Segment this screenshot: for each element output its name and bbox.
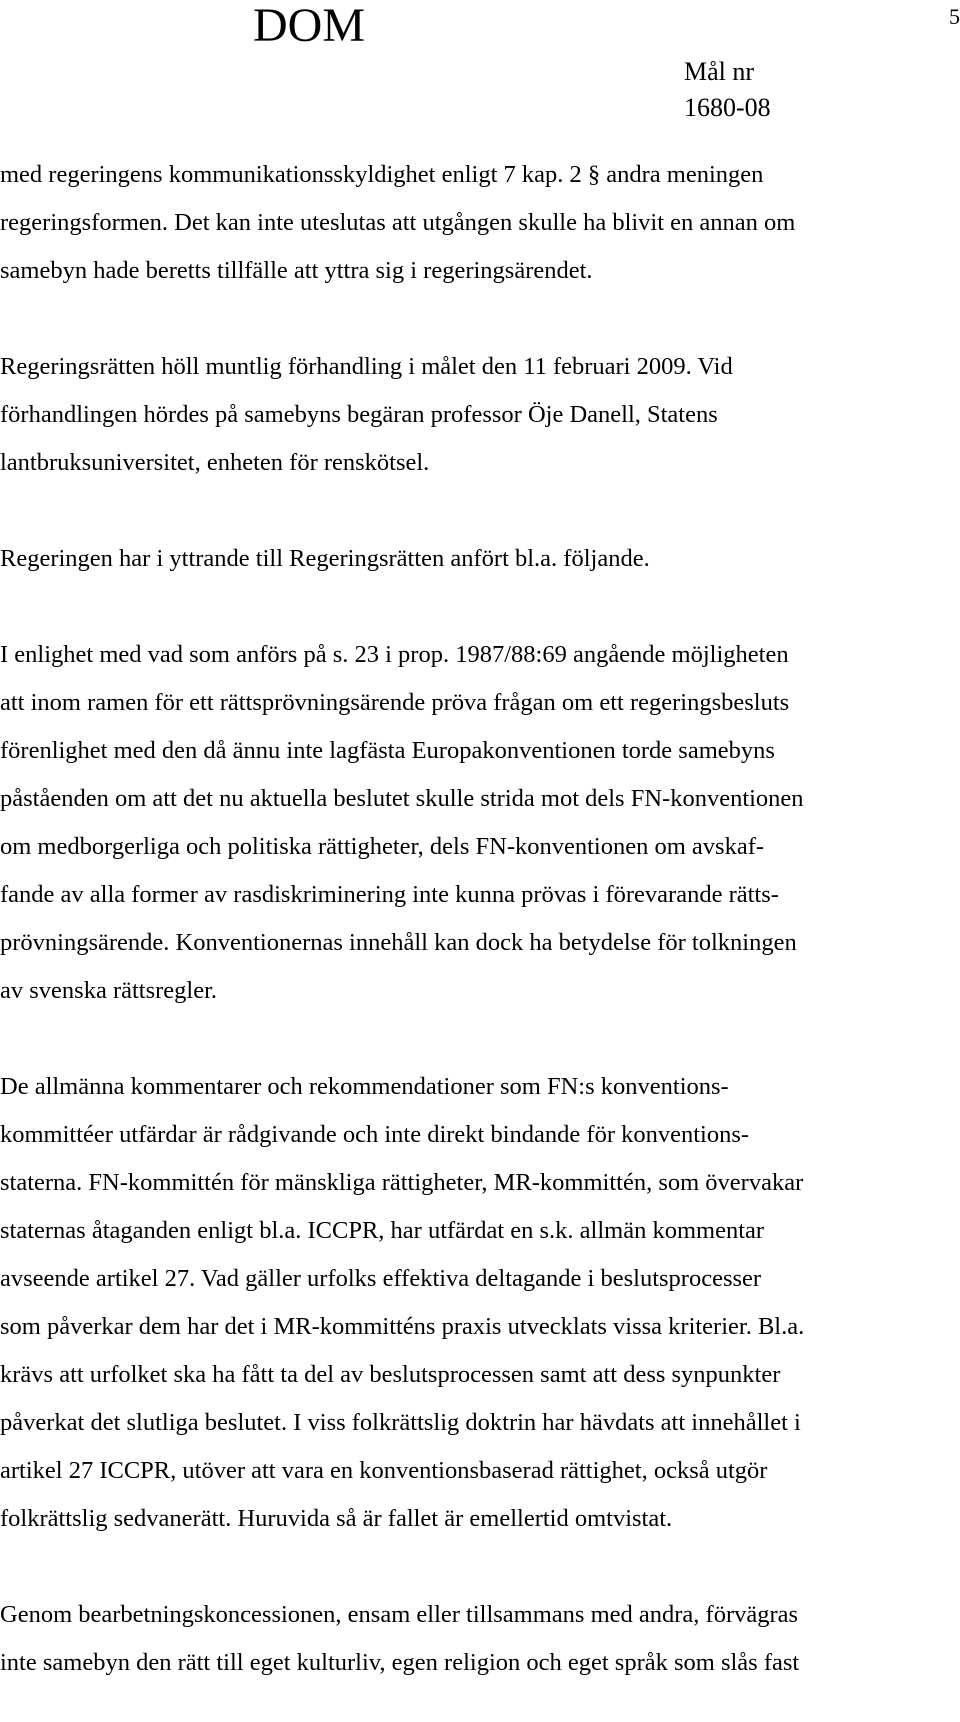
text-line: artikel 27 ICCPR, utöver att vara en konventionsbaserad rättighet, också utgör [0,1457,768,1484]
text-line: med regeringens kommunikationsskyldighet enligt 7 kap. 2 § andra meningen [0,161,764,188]
text-line: fande av alla former av rasdiskriminering inte kunna prövas i förevarande rätts- [0,881,779,908]
paragraph-3 [0,535,940,583]
text-line: som påverkar dem har det i MR-kommitténs praxis utvecklats vissa kriterier. Bl.a. [0,1313,805,1340]
case-number-block [684,54,771,126]
text-line: lantbruksuniversitet, enheten för renskötsel. [0,449,430,476]
paragraph-1 [0,151,940,295]
case-number: 1680-08 [684,93,771,122]
case-label: Mål nr [684,57,755,86]
text-line: staterna. FN-kommittén för mänskliga rättigheter, MR-kommittén, som övervakar [0,1169,804,1196]
text-line: inte samebyn den rätt till eget kulturliv, egen religion och eget språk som slås fast [0,1649,800,1676]
text-line: krävs att urfolket ska ha fått ta del av beslutsprocessen samt att dess synpunkter [0,1361,781,1388]
text-line: påverkat det slutliga beslutet. I viss folkrättslig doktrin har hävdats att innehållet i [0,1409,801,1436]
document-title: DOM [253,0,366,52]
body-text [0,151,940,1687]
text-line: påståenden om att det nu aktuella beslutet skulle strida mot dels FN-konventionen [0,785,804,812]
text-line: regeringsformen. Det kan inte uteslutas att utgången skulle ha blivit en annan om [0,209,796,236]
text-line: kommittéer utfärdar är rådgivande och inte direkt bindande för konventions- [0,1121,750,1148]
text-line: prövningsärende. Konventionernas innehåll kan dock ha betydelse för tolkningen [0,929,797,956]
text-line: Regeringen har i yttrande till Regeringsrätten anfört bl.a. följande. [0,545,650,572]
text-line: Genom bearbetningskoncessionen, ensam eller tillsammans med andra, förvägras [0,1601,799,1628]
paragraph-5 [0,1063,940,1543]
paragraph-4 [0,631,940,1015]
paragraph-6 [0,1591,940,1687]
page-number: 5 [949,4,960,29]
text-line: att inom ramen för ett rättsprövningsärende pröva frågan om ett regeringsbesluts [0,689,790,716]
text-line: samebyn hade beretts tillfälle att yttra sig i regeringsärendet. [0,257,593,284]
text-line: förenlighet med den då ännu inte lagfästa Europakonventionen torde samebyns [0,737,775,764]
text-line: om medborgerliga och politiska rättigheter, dels FN-konventionen om avskaf- [0,833,765,860]
text-line: De allmänna kommentarer och rekommendationer som FN:s konventions- [0,1073,729,1100]
text-line: staternas åtaganden enligt bl.a. ICCPR, har utfärdat en s.k. allmän kommentar [0,1217,765,1244]
paragraph-2 [0,343,940,487]
text-line: avseende artikel 27. Vad gäller urfolks effektiva deltagande i beslutsprocesser [0,1265,762,1292]
text-line: av svenska rättsregler. [0,977,218,1004]
text-line: förhandlingen hördes på samebyns begäran professor Öje Danell, Statens [0,401,718,428]
text-line: folkrättslig sedvanerätt. Huruvida så är fallet är emellertid omtvistat. [0,1505,673,1532]
text-line: Regeringsrätten höll muntlig förhandling i målet den 11 februari 2009. Vid [0,353,733,380]
text-line: I enlighet med vad som anförs på s. 23 i prop. 1987/88:69 angående möjligheten [0,641,789,668]
